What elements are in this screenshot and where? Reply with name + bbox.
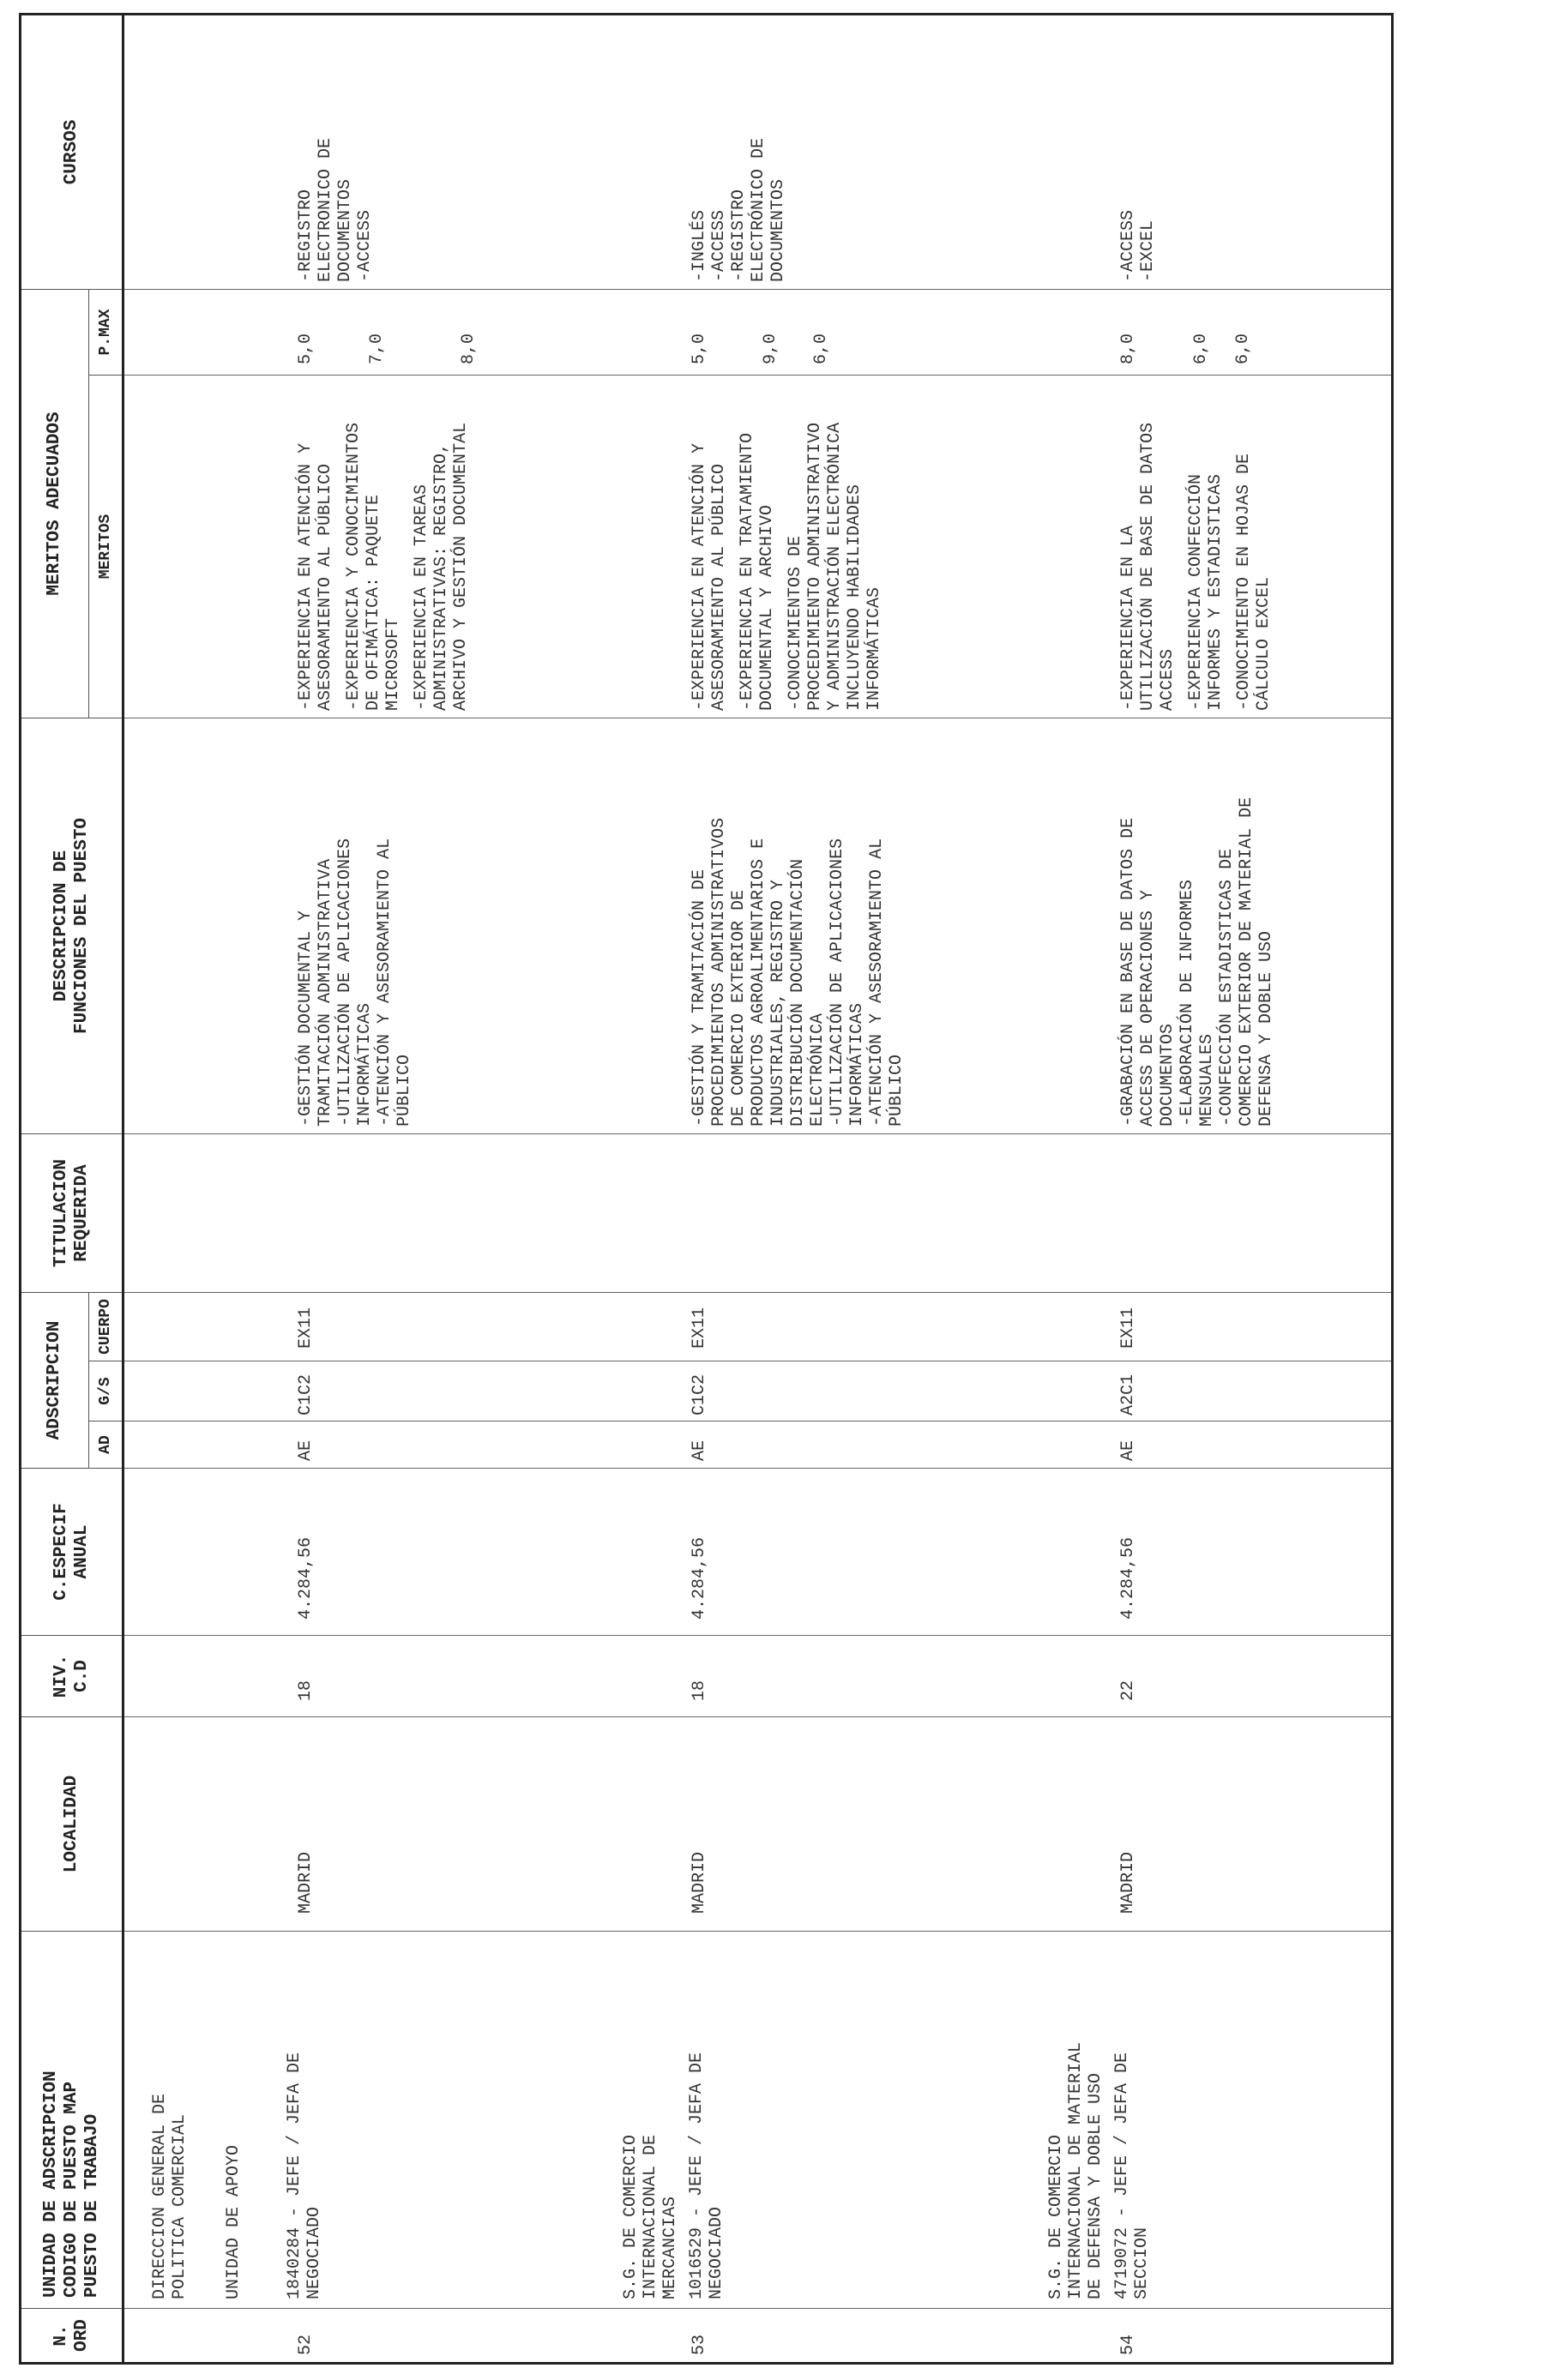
descripcion-funciones: -GESTIÓN DOCUMENTAL Y TRAMITACIÓN ADMINISTRATIVA -UTILIZACIÓN DE APLICACIONES INFORMÁTICAS -ATENCIÓN Y ASESORAMIENTO AL PÚBLICO	[123, 718, 569, 1133]
adscripcion-ad: AE	[123, 1421, 569, 1469]
post-title: 1840284 - JEFE / JEFA DE NEGOCIADO	[285, 2052, 324, 2299]
puntuacion-max	[569, 289, 998, 375]
spacer	[1211, 297, 1233, 364]
header-gs: G/S	[89, 1361, 123, 1421]
header-p-max: P.MAX	[89, 289, 123, 375]
nivel: 18	[123, 1636, 569, 1717]
header-meritos: MERITOS	[89, 375, 123, 718]
unit-cell	[123, 1932, 569, 2309]
header-adscripcion: ADSCRIPCION	[21, 1292, 89, 1468]
row-number: 52	[123, 2309, 569, 2364]
meritos-list	[998, 375, 1393, 718]
header-c-especif: C.ESPECIF ANUAL	[21, 1469, 123, 1636]
titulacion	[123, 1133, 569, 1292]
descripcion-funciones: -GESTIÓN Y TRAMITACIÓN DE PROCEDIMIENTOS ADMINISTRATIVOS DE COMERCIO EXTERIOR DE PRODUCTOS AGROALIMENTARIOS E INDUSTRIALES, REGISTRO Y DISTRIBUCIÓN DOCUMENTACIÓN ELECTRÓNICA -UTILIZACIÓN DE APLICACIONES INFORMÁTICAS -ATENCIÓN Y ASESORAMIENTO AL PÚBLICO	[569, 718, 998, 1133]
job-positions-table	[19, 13, 1394, 2365]
table-row	[998, 14, 1393, 2363]
unit-name: S.G. DE COMERCIO INTERNACIONAL DE MERCANCIAS	[620, 2134, 680, 2299]
unit-name: S.G. DE COMERCIO INTERNACIONAL DE MATERIAL DE DEFENSA Y DOBLE USO	[1045, 2041, 1105, 2299]
complemento-especifico: 4.284,56	[998, 1469, 1393, 1636]
spacer	[780, 297, 811, 364]
unit-cell	[998, 1932, 1393, 2309]
titulacion	[569, 1133, 998, 1292]
adscripcion-gs: A2C1	[998, 1361, 1393, 1421]
merito-item: -CONOCIMIENTOS DE PROCEDIMIENTO ADMINISTRATIVO Y ADMINISTRACIÓN ELECTRÓNICA INCLUYENDO HABILIDADES INFORMÁTICAS	[785, 422, 884, 711]
spacer	[387, 297, 459, 364]
header-localidad: LOCALIDAD	[21, 1717, 123, 1932]
row-number: 53	[569, 2309, 998, 2364]
table-row	[569, 14, 998, 2363]
adscripcion-gs: C1C2	[569, 1361, 998, 1421]
header-ad: AD	[89, 1421, 123, 1469]
descripcion-funciones: -GRABACIÓN EN BASE DE DATOS DE ACCESS DE OPERACIONES Y DOCUMENTOS -ELABORACIÓN DE INFORMES MENSUALES -CONFECCIÓN ESTADISTICAS DE COMERCIO EXTERIOR DE MATERIAL DE DEFENSA Y DOBLE USO	[998, 718, 1393, 1133]
header-titulacion: TITULACION REQUERIDA	[21, 1133, 123, 1292]
p-max-value: 6,0	[1232, 333, 1253, 364]
table-row	[123, 14, 569, 2363]
nivel: 18	[569, 1636, 998, 1717]
header-unidad: UNIDAD DE ADSCRIPCION CODIGO DE PUESTO MAP PUESTO DE TRABAJO	[21, 1932, 123, 2309]
header-cursos: CURSOS	[21, 14, 123, 289]
puntuacion-max	[123, 289, 569, 375]
header-meritos-adecuados: MERITOS ADECUADOS	[21, 289, 89, 718]
spacer	[709, 297, 761, 364]
header-niv: NIV. C.D	[21, 1636, 123, 1717]
adscripcion-ad: AE	[998, 1421, 1393, 1469]
p-max-value: 8,0	[1117, 333, 1138, 364]
merito-item: -EXPERIENCIA Y CONOCIMIENTOS DE OFIMÁTICA: PAQUETE MICROSOFT	[344, 422, 403, 711]
merito-item: -EXPERIENCIA EN ATENCIÓN Y ASESORAMIENTO AL PÚBLICO	[689, 442, 729, 711]
merito-item: -EXPERIENCIA EN ATENCIÓN Y ASESORAMIENTO AL PÚBLICO	[296, 442, 335, 711]
p-max-value: 7,0	[367, 333, 387, 364]
cursos: -INGLÉS -ACCESS -REGISTRO ELECTRÓNICO DE DOCUMENTOS	[569, 14, 998, 289]
p-max-value: 5,0	[296, 333, 316, 364]
p-max-value: 5,0	[689, 333, 709, 364]
merito-item: -EXPERIENCIA EN TRATAMIENTO DOCUMENTAL Y ARCHIVO	[737, 432, 777, 711]
titulacion	[998, 1133, 1393, 1292]
adscripcion-ad: AE	[569, 1421, 998, 1469]
merito-item: -EXPERIENCIA EN TAREAS ADMINISTRATIVAS: REGISTRO, ARCHIVO Y GESTIÓN DOCUMENTAL	[412, 422, 471, 711]
post-title: 1016529 - JEFE / JEFA DE NEGOCIADO	[686, 2052, 726, 2299]
merito-item: -CONOCIMIENTO EN HOJAS DE CÁLCULO EXCEL	[1233, 453, 1274, 711]
header-cuerpo: CUERPO	[89, 1292, 123, 1361]
unit-cell	[569, 1932, 998, 2309]
p-max-value: 6,0	[1190, 333, 1211, 364]
header-descripcion: DESCRIPCION DE FUNCIONES DEL PUESTO	[21, 718, 123, 1133]
cursos: -ACCESS -EXCEL	[998, 14, 1393, 289]
spacer	[1138, 297, 1191, 364]
merito-item: -EXPERIENCIA EN LA UTILIZACIÓN DE BASE DE DATOS ACCESS	[1117, 422, 1178, 711]
rotated-page	[19, 15, 1511, 2365]
adscripcion-cuerpo: EX11	[569, 1292, 998, 1361]
p-max-value: 9,0	[760, 333, 780, 364]
puntuacion-max	[998, 289, 1393, 375]
header-n-ord: N. ORD	[21, 2309, 123, 2364]
unit-name: UNIDAD DE APOYO	[224, 2144, 244, 2299]
cursos: -REGISTRO ELECTRONICO DE DOCUMENTOS -ACCESS	[123, 14, 569, 289]
adscripcion-cuerpo: EX11	[998, 1292, 1393, 1361]
post-title: 4719072 - JEFE / JEFA DE SECCION	[1111, 2052, 1152, 2299]
meritos-list	[569, 375, 998, 718]
localidad: MADRID	[569, 1717, 998, 1932]
p-max-value: 6,0	[810, 333, 831, 364]
adscripcion-cuerpo: EX11	[123, 1292, 569, 1361]
row-number: 54	[998, 2309, 1393, 2364]
complemento-especifico: 4.284,56	[569, 1469, 998, 1636]
complemento-especifico: 4.284,56	[123, 1469, 569, 1636]
unit-name: DIRECCION GENERAL DE POLITICA COMERCIAL	[150, 2093, 190, 2299]
adscripcion-gs: C1C2	[123, 1361, 569, 1421]
nivel: 22	[998, 1636, 1393, 1717]
localidad: MADRID	[998, 1717, 1393, 1932]
spacer	[316, 297, 367, 364]
meritos-list	[123, 375, 569, 718]
localidad: MADRID	[123, 1717, 569, 1932]
p-max-value: 8,0	[459, 333, 479, 364]
merito-item: -EXPERIENCIA CONFECCIÓN INFORMES Y ESTADISTICAS	[1185, 473, 1226, 711]
